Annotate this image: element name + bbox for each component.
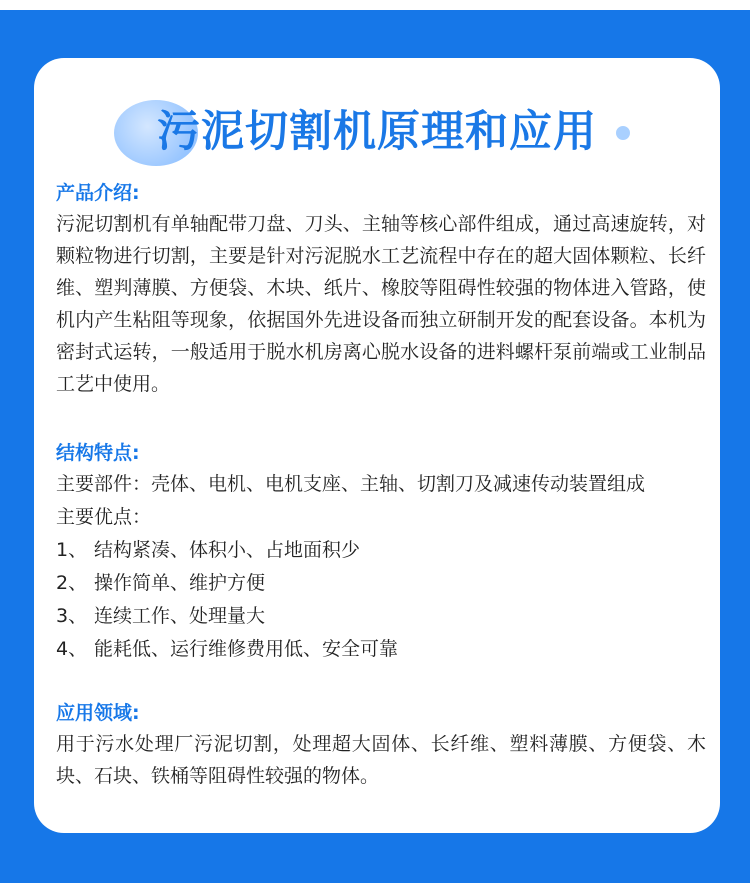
intro-heading: 产品介绍: <box>56 182 140 204</box>
blue-frame <box>0 10 750 883</box>
content-card <box>34 58 720 833</box>
advantage-number: 2、 <box>56 572 88 594</box>
advantage-number: 3、 <box>56 605 88 627</box>
advantage-number: 4、 <box>56 638 88 660</box>
advantage-item <box>56 567 706 600</box>
advantage-text: 结构紧凑、体积小、占地面积少 <box>94 539 361 561</box>
advantage-text: 连续工作、处理量大 <box>94 605 266 627</box>
advantage-item <box>56 633 706 666</box>
section-application <box>56 698 706 792</box>
page-title: 污泥切割机原理和应用 <box>157 107 597 157</box>
title-banner <box>34 88 720 178</box>
section-product-intro <box>56 178 706 400</box>
application-heading: 应用领域: <box>56 702 140 724</box>
advantages-label: 主要优点： <box>56 506 152 528</box>
structure-parts: 主要部件：壳体、电机、电机支座、主轴、切割刀及减速传动装置组成 <box>56 473 646 495</box>
advantage-number: 1、 <box>56 539 88 561</box>
advantage-text: 能耗低、运行维修费用低、安全可靠 <box>94 638 399 660</box>
application-body: 用于污水处理厂污泥切割，处理超大固体、长纤维、塑料薄膜、方便袋、木块、石块、铁桶等阻碍性较强的物体。 <box>56 733 706 787</box>
intro-body: 污泥切割机有单轴配带刀盘、刀头、主轴等核心部件组成，通过高速旋转，对颗粒物进行切割，主要是针对污泥脱水工艺流程中存在的超大固体颗粒、长纤维、塑判薄膜、方便袋、木块、纸片、橡胶等阻碍性较强的物体进入管路，使机内产生粘阻等现象，依据国外先进设备而独立研制开发的配套设备。本机为密封式运转，一般适用于脱水机房离心脱水设备的进料螺杆泵前端或工业制品工艺中使用。 <box>56 213 706 395</box>
advantage-text: 操作简单、维护方便 <box>94 572 266 594</box>
advantage-item <box>56 534 706 567</box>
structure-heading: 结构特点: <box>56 442 140 464</box>
section-structure <box>56 438 706 666</box>
advantage-item <box>56 600 706 633</box>
